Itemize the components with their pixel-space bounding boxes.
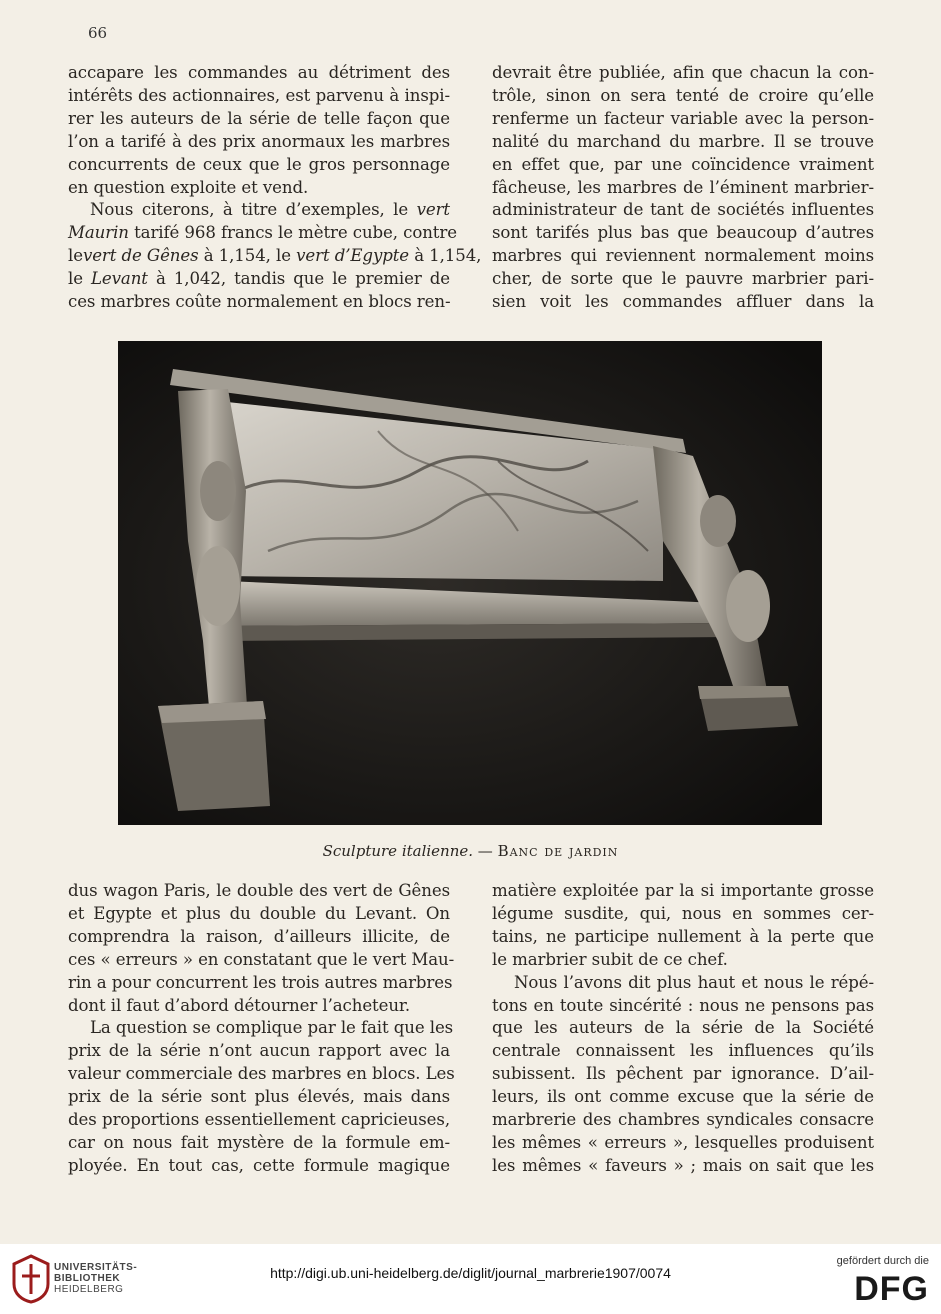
text-line: cher, de sorte que le pauvre marbrier pari- — [492, 269, 874, 289]
text-line: les mêmes « erreurs », lesquelles produisent — [492, 1132, 874, 1152]
text-line: dont il faut d’abord détourner l’acheteur. — [68, 995, 411, 1015]
text-line: marbrerie des chambres syndicales consacre — [492, 1110, 874, 1130]
text-line: marbres qui reviennent normalement moins — [492, 246, 874, 266]
text-line: car on nous fait mystère de la formule em- — [68, 1132, 450, 1152]
text-line: matière exploitée par la si importante grosse — [492, 881, 874, 900]
text-line: devrait être publiée, afin que chacun la con- — [492, 63, 874, 82]
bench-illustration — [118, 341, 822, 825]
text-line: en effet que, par une coïncidence vraiment — [492, 154, 874, 174]
text-run: à 1,154, le — [198, 246, 297, 266]
library-line: BIBLIOTHEK — [54, 1273, 121, 1284]
text-run: à 1,154, — [409, 246, 482, 266]
text-line: nalité du marchand du marbre. Il se trouve — [492, 131, 874, 151]
caption-subject: Banc de jardin — [497, 842, 619, 860]
text-line: intérêts des actionnaires, est parvenu à inspi- — [68, 85, 450, 105]
text-line: subissent. Ils pêchent par ignorance. D’ail- — [492, 1064, 874, 1084]
text-line: La question se complique par le fait que les — [90, 1018, 454, 1038]
text-line: ces « erreurs » en constatant que le vert Mau- — [68, 949, 455, 969]
text-line: les mêmes « faveurs » ; mais on sait que les — [492, 1155, 874, 1175]
text-line: comprendra la raison, d’ailleurs illicite, de — [68, 926, 450, 946]
text-line: que les auteurs de la série de la Société — [492, 1018, 874, 1038]
text-line: ployée. En tout cas, cette formule magique — [68, 1155, 450, 1175]
text-line: trôle, sinon on sera tenté de croire qu’elle — [492, 85, 874, 105]
text-line: le marbrier subit de ce chef. — [492, 949, 728, 969]
text-line — [68, 268, 450, 291]
bench-photograph — [118, 341, 822, 825]
funding-note: gefördert durch die — [836, 1255, 929, 1267]
text-line: administrateur de tant de sociétés influentes — [492, 200, 874, 220]
italic-run: Maurin — [68, 223, 129, 243]
text-line: prix de la série n’ont aucun rapport avec la — [68, 1041, 450, 1061]
italic-run: Levant — [91, 269, 148, 289]
text-line: sien voit les commandes affluer dans la — [492, 292, 874, 312]
text-run: le — [68, 269, 92, 289]
library-line: UNIVERSITÄTS- — [54, 1262, 138, 1273]
source-url[interactable]: http://digi.ub.uni-heidelberg.de/diglit/journal_marbrerie1907/0074 — [270, 1265, 671, 1281]
column-bottom-left — [68, 880, 455, 1178]
column-top-left — [68, 62, 482, 314]
text-line: renferme un facteur variable avec la person- — [492, 108, 874, 128]
text-line: dus wagon Paris, le double des vert de Gênes — [68, 881, 450, 900]
text-line: rer les auteurs de la série de telle façon que — [68, 108, 450, 128]
italic-run: vert d’Egypte — [296, 246, 410, 266]
text-line — [68, 222, 457, 245]
caption-title: Sculpture italienne. — [322, 842, 474, 860]
text-run: le — [68, 246, 83, 266]
text-line: ces marbres coûte normalement en blocs ren- — [68, 292, 451, 312]
text-line: concurrents de ceux que le gros personnage — [68, 154, 450, 174]
dfg-logo: DFG — [854, 1270, 929, 1308]
text-line: des proportions essentiellement capricieuses, — [68, 1110, 450, 1130]
italic-run: vert — [416, 200, 450, 220]
column-bottom-right — [492, 880, 874, 1178]
text-line: tains, ne participe nullement à la perte que — [492, 926, 874, 946]
text-run: à 1,042, tandis que le premier de — [147, 269, 450, 289]
text-line: prix de la série sont plus élevés, mais dans — [68, 1087, 450, 1107]
text-line: tons en toute sincérité : nous ne pensons pas — [492, 995, 874, 1015]
text-line: accapare les commandes au détriment des — [68, 63, 450, 82]
italic-run: vert de Gênes — [82, 246, 199, 266]
text-line: rin a pour concurrent les trois autres marbres — [68, 972, 453, 992]
caption-dash: — — [473, 842, 498, 860]
text-line — [68, 199, 450, 222]
text-line: valeur commerciale des marbres en blocs. Les — [68, 1064, 455, 1084]
text-line: centrale connaissent les influences qu’ils — [492, 1041, 874, 1061]
text-line: Nous l’avons dit plus haut et nous le répé- — [514, 972, 874, 992]
page-number: 66 — [88, 24, 108, 42]
column-top-right — [492, 62, 874, 314]
text-line: en question exploite et vend. — [68, 177, 309, 197]
figure-caption — [0, 842, 941, 860]
text-line: et Egypte et plus du double du Levant. On — [68, 903, 450, 923]
text-line: sont tarifés plus bas que beaucoup d’autres — [492, 223, 874, 243]
library-line: HEIDELBERG — [54, 1284, 124, 1295]
text-run: tarifé 968 francs le mètre cube, contre — [128, 223, 457, 243]
text-line: leurs, ils ont comme excuse que la série de — [492, 1087, 874, 1107]
text-line: légume susdite, qui, nous en sommes cer- — [492, 903, 874, 923]
text-line: l’on a tarifé à des prix anormaux les marbres — [68, 131, 450, 151]
text-run: Nous citerons, à titre d’exemples, le — [90, 200, 417, 220]
text-line — [68, 245, 482, 268]
text-line: fâcheuse, les marbres de l’éminent marbrier- — [492, 177, 874, 197]
